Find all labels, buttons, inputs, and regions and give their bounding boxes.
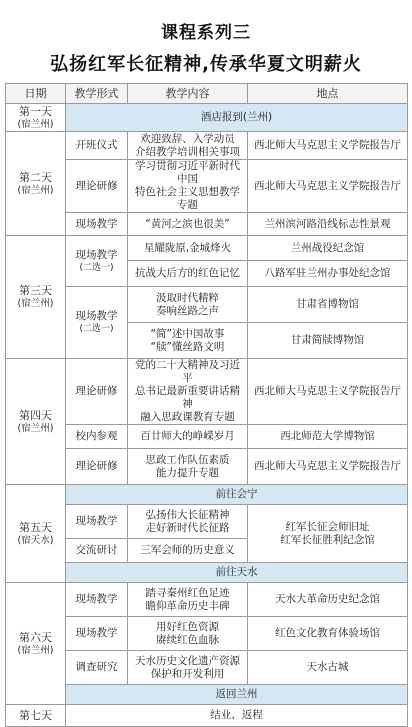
- place-cell: 甘肃简牍博物馆: [248, 323, 408, 359]
- day-cell: [6, 132, 66, 236]
- content-cell: 抗战大后方的红色记忆: [128, 261, 248, 287]
- choice-note: (二选一): [79, 262, 114, 273]
- place-cell: 甘肃省博物馆: [248, 287, 408, 323]
- content-cell: [128, 505, 248, 539]
- form-cell: 现场教学: [66, 617, 128, 651]
- day-label: 第二天: [19, 170, 52, 184]
- table-row: [6, 505, 408, 539]
- content-line: 介绍教学培训相关事项: [135, 145, 240, 158]
- table-row: [6, 160, 408, 213]
- content-cell: [128, 287, 248, 323]
- form-cell: 理论研修: [66, 359, 128, 425]
- content-cell: 百廿师大的峥嵘岁月: [128, 425, 248, 449]
- day-label: 第四天: [19, 408, 52, 422]
- form-cell: 开班仪式: [66, 132, 128, 160]
- form-cell: [66, 287, 128, 359]
- content-cell: [128, 651, 248, 685]
- content-line: 汲取时代精粹: [156, 291, 219, 304]
- choice-note: (二选一): [79, 324, 114, 334]
- content-line: 瞻仰革命历史丰碑: [145, 599, 230, 612]
- day-label: 第五天: [19, 520, 52, 534]
- day-lodging: (宿兰州): [17, 422, 54, 434]
- content-line: “简”述中国故事: [150, 327, 225, 340]
- table-row: [6, 213, 408, 236]
- day-cell: [6, 705, 66, 727]
- content-cell: 三军会师的历史意义: [128, 539, 248, 563]
- content-line: 特色社会主义思想教学专题: [135, 186, 240, 211]
- form-cell: 现场教学: [66, 583, 128, 617]
- table-row: [6, 563, 408, 583]
- content-line: 学习贯彻习近平新时代中国: [135, 160, 240, 185]
- form-cell: 理论研修: [66, 160, 128, 213]
- content-line: 总书记最新重要讲话精神: [135, 385, 240, 410]
- content-cell: [128, 132, 248, 160]
- day-label: 第六天: [19, 630, 52, 644]
- content-cell: [128, 617, 248, 651]
- content-line: 踏寻秦州红色足迹: [145, 586, 230, 599]
- table-row: [6, 583, 408, 617]
- content-line: 党的二十大精神及习近平: [135, 359, 240, 384]
- place-cell: 西北师大马克思主义学院报告厅: [248, 449, 408, 485]
- table-row: [6, 651, 408, 685]
- place-cell: 西北师大马克思主义学院报告厅: [248, 132, 408, 160]
- table-row: [6, 705, 408, 727]
- table-row: [6, 104, 408, 132]
- content-line: 走好新时代长征路: [145, 521, 230, 534]
- form-cell: 调查研究: [66, 651, 128, 685]
- place-cell: 天水大革命历史纪念馆: [248, 583, 408, 617]
- span-cell: 前往会宁: [66, 485, 408, 505]
- day-lodging: (宿兰州): [17, 118, 54, 130]
- content-line: “牍”懂丝路文明: [150, 340, 225, 353]
- place-cell: 天水古城: [248, 651, 408, 685]
- day-cell: [6, 104, 66, 132]
- day-lodging: (宿天水): [17, 534, 54, 546]
- span-cell: 结业、返程: [66, 705, 408, 727]
- form-cell: [66, 236, 128, 287]
- table-row: [6, 449, 408, 485]
- col-header-date: 日期: [6, 84, 66, 104]
- content-cell: 星耀陇原,金城烽火: [128, 236, 248, 261]
- content-line: 欢迎致辞、入学动员: [140, 132, 235, 145]
- place-cell: 八路军驻兰州办事处纪念馆: [248, 261, 408, 287]
- content-cell: “黄河之滨也很美”: [128, 213, 248, 236]
- place-cell: 西北师大马克思主义学院报告厅: [248, 160, 408, 213]
- content-cell: [128, 583, 248, 617]
- page-title: 弘扬红军长征精神,传承华夏文明薪火: [50, 54, 362, 75]
- col-header-form: 教学形式: [66, 84, 128, 104]
- day-label: 第三天: [19, 284, 52, 297]
- table-row: [6, 485, 408, 505]
- col-header-place: 地点: [248, 84, 408, 104]
- day-cell: [6, 236, 66, 359]
- content-line: 思政工作队伍素质: [145, 453, 230, 466]
- table-header-row: [6, 84, 408, 104]
- place-cell: 兰州滨河路沿线标志性景观: [248, 213, 408, 236]
- form-label: 现场教学: [75, 310, 118, 322]
- span-cell: 返回兰州: [66, 685, 408, 705]
- content-cell: [128, 160, 248, 213]
- day-cell: [6, 583, 66, 705]
- span-cell: 前往天水: [66, 563, 408, 583]
- place-line: 红军长征胜利纪念馆: [280, 533, 375, 546]
- content-line: 奏响丝路之声: [156, 304, 219, 317]
- place-cell: 西北师大马克思主义学院报告厅: [248, 359, 408, 425]
- schedule-table: [5, 83, 408, 727]
- series-title: 课程系列三: [161, 23, 251, 43]
- table-row: [6, 617, 408, 651]
- place-cell: 兰州战役纪念馆: [248, 236, 408, 261]
- day-lodging: (宿兰州): [17, 298, 54, 309]
- content-line: 弘扬伟大长征精神: [145, 508, 230, 521]
- table-row: [6, 685, 408, 705]
- content-cell: [128, 323, 248, 359]
- col-header-content: 教学内容: [128, 84, 248, 104]
- day-lodging: (宿兰州): [17, 644, 54, 656]
- table-row: [6, 425, 408, 449]
- span-cell: 酒店报到(兰州): [66, 104, 408, 132]
- form-cell: 理论研修: [66, 449, 128, 485]
- table-row: [6, 359, 408, 425]
- content-line: 用好红色资源: [156, 620, 219, 633]
- day-cell: [6, 359, 66, 485]
- table-row: [6, 236, 408, 261]
- form-cell: 现场教学: [66, 505, 128, 539]
- content-line: 天水历史文化遗产资源: [135, 654, 240, 667]
- form-cell: 交流研讨: [66, 539, 128, 563]
- place-line: 红军长征会师旧址: [285, 520, 370, 533]
- day-label: 第一天: [19, 104, 52, 118]
- place-cell: 红色文化教育体验场馆: [248, 617, 408, 651]
- form-label: 现场教学: [75, 248, 118, 261]
- form-cell: 校内参观: [66, 425, 128, 449]
- content-line: 融入思政课教育专题: [140, 411, 235, 423]
- content-cell: [128, 359, 248, 425]
- table-row: [6, 287, 408, 323]
- content-cell: [128, 449, 248, 485]
- place-cell: 西北师范大学博物馆: [248, 425, 408, 449]
- content-line: 能力提升专题: [156, 466, 219, 479]
- content-line: 赓续红色血脉: [156, 633, 219, 646]
- table-row: [6, 132, 408, 160]
- day-lodging: (宿兰州): [17, 184, 54, 196]
- content-line: 保护和开发利用: [150, 667, 225, 680]
- day-cell: [6, 485, 66, 583]
- place-cell: [248, 505, 408, 563]
- day-label: 第七天: [19, 708, 52, 722]
- form-cell: 现场教学: [66, 213, 128, 236]
